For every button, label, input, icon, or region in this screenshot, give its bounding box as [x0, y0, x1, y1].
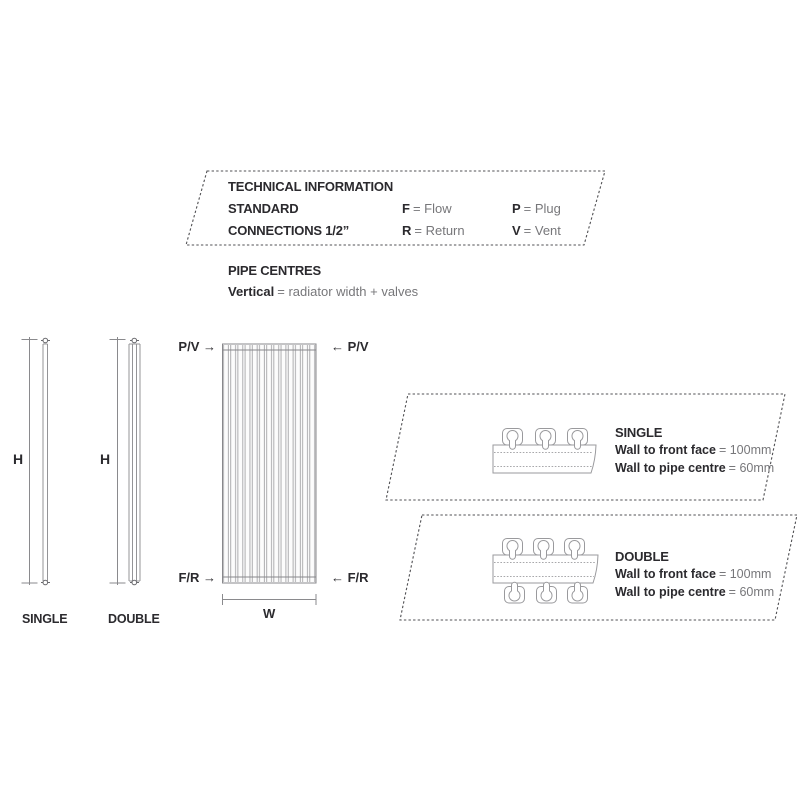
flow-key: F [402, 201, 410, 216]
single-pipe-centre-value: = 60mm [728, 461, 775, 475]
fr-connection-label-right: ← F/R [331, 570, 369, 585]
pipe-centres-row [228, 285, 418, 298]
pv-connection-label-left: P/V → [178, 339, 216, 354]
legend-flow [402, 202, 452, 215]
height-label-single: H [13, 451, 23, 467]
double-panel-title: DOUBLE [615, 549, 669, 564]
mounting-clip-icon [568, 582, 588, 603]
width-label: W [262, 606, 276, 621]
pipe-centres-key: Vertical [228, 284, 275, 299]
height-dimension-line-double [110, 337, 126, 585]
vent-value: = Vent [523, 223, 561, 238]
double-pipe-centre-value: = 60mm [728, 585, 775, 599]
connections-label: CONNECTIONS 1/2” [228, 223, 350, 238]
bleed-valve-icon [41, 580, 50, 585]
double-bracket-diagram [493, 539, 598, 604]
single-pipe-centre-row [615, 462, 774, 475]
fr-connection-label-left: F/R → [178, 570, 216, 585]
pv-connection-label-right: ← P/V [331, 339, 369, 354]
double-pipe-centre-label: Wall to pipe centre [615, 585, 726, 599]
standard-label: STANDARD [228, 201, 299, 216]
single-front-face-row [615, 444, 771, 457]
single-pipe-centre-label: Wall to pipe centre [615, 461, 726, 475]
double-front-face-label: Wall to front face [615, 567, 716, 581]
vent-key: V [512, 223, 521, 238]
pipe-centres-title: PIPE CENTRES [228, 263, 321, 278]
plug-key: P [512, 201, 521, 216]
width-dimension-line [223, 594, 317, 605]
return-key: R [402, 223, 412, 238]
technical-info-title: TECHNICAL INFORMATION [228, 179, 394, 194]
flow-value: = Flow [412, 201, 452, 216]
height-dimension-line-single [22, 337, 38, 585]
legend-vent [512, 224, 561, 237]
double-pipe-centre-row [615, 586, 774, 599]
single-front-face-value: = 100mm [718, 443, 772, 457]
single-panel-title: SINGLE [615, 425, 663, 440]
legend-return [402, 224, 465, 237]
double-side-view-label: DOUBLE [108, 612, 160, 626]
legend-plug [512, 202, 561, 215]
mounting-clip-icon [505, 582, 525, 603]
pipe-centres-value: = radiator width + valves [277, 284, 419, 299]
double-front-face-row [615, 568, 771, 581]
height-label-double: H [100, 451, 110, 467]
double-front-face-value: = 100mm [718, 567, 772, 581]
single-bracket-diagram [493, 429, 596, 474]
single-front-face-label: Wall to front face [615, 443, 716, 457]
radiator-double-side-view [129, 338, 140, 585]
bleed-valve-icon [130, 338, 139, 343]
return-value: = Return [414, 223, 465, 238]
plug-value: = Plug [523, 201, 561, 216]
single-side-view-label: SINGLE [22, 612, 68, 626]
bleed-valve-icon [41, 338, 50, 343]
radiator-single-side-view [41, 338, 50, 585]
radiator-front-view [223, 344, 317, 583]
mounting-clip-icon [537, 582, 557, 603]
